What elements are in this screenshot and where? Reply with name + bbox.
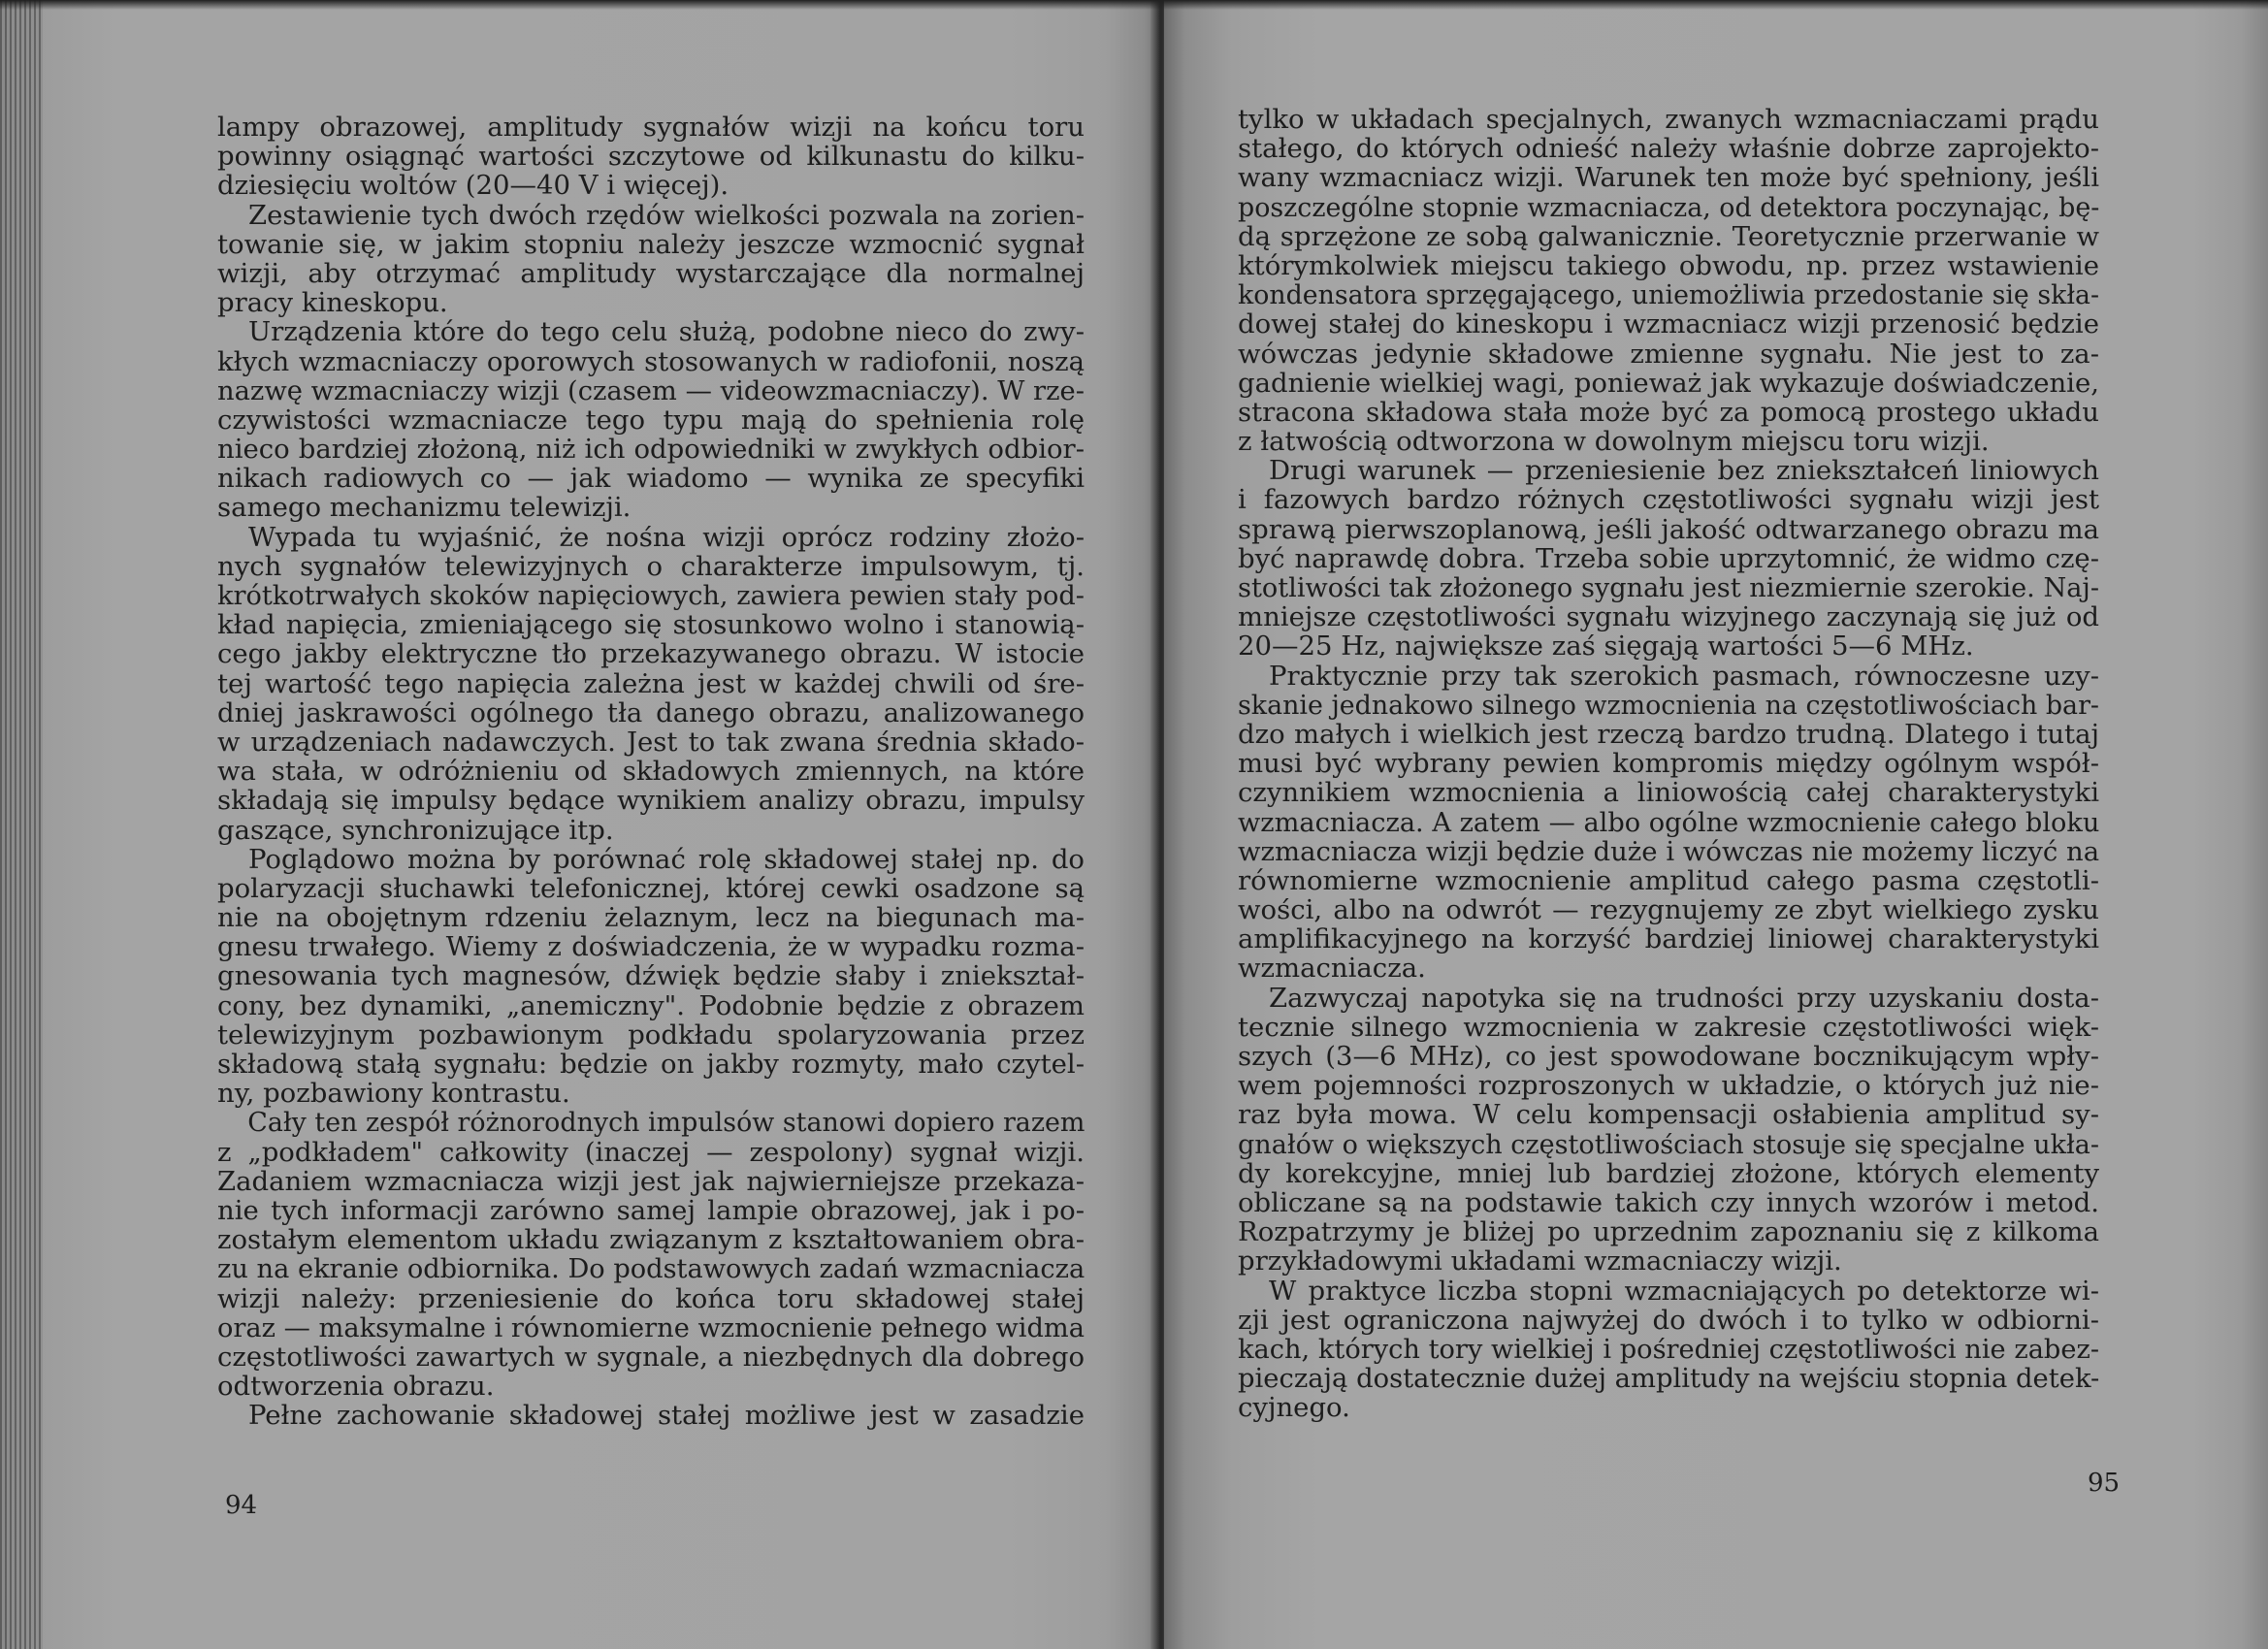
- text-line: sprawą pierwszoplanową, jeśli jakość odtwarzanego obrazu ma: [1238, 513, 2099, 545]
- text-line: odtworzenia obrazu.: [217, 1371, 495, 1403]
- right-page-number: 95: [2088, 1469, 2121, 1498]
- text-line: szych (3—6 MHz), co jest spowodowane bocznikującym wpły-: [1238, 1041, 2099, 1072]
- text-line: zu na ekranie odbiornika. Do podstawowych zadań wzmacniacza: [217, 1253, 1085, 1285]
- text-line: Cały ten zespół różnorodnych impulsów stanowi dopiero razem: [247, 1107, 1085, 1139]
- text-line: wzmacniacza. A zatem — albo ogólne wzmocnienie całego bloku: [1238, 806, 2100, 838]
- text-line: tej wartość tego napięcia zależna jest w każdej chwili od śre-: [217, 667, 1085, 699]
- text-line: równomierne wzmocnienie amplitud całego pasma częstotli-: [1238, 864, 2099, 896]
- text-line: wzmacniacza.: [1238, 953, 1426, 985]
- text-line: pieczają dostatecznie dużej amplitudy na wejściu stopnia detek-: [1238, 1363, 2100, 1395]
- text-line: poszczególne stopnie wzmacniacza, od detektora poczynając, bę-: [1238, 191, 2100, 223]
- text-line: zostałym elementom układu związanym z kształtowaniem obra-: [217, 1224, 1085, 1256]
- text-line: powinny osiągnąć wartości szczytowe od kilkunastu do kilku-: [217, 141, 1085, 173]
- text-line: gnałów o większych częstotliwościach stosuje się specjalne ukła-: [1238, 1128, 2100, 1160]
- text-line: Zadaniem wzmacniacza wizji jest jak najwierniejsze przekaza-: [217, 1165, 1085, 1197]
- text-line: i fazowych bardzo różnych częstotliwości sygnału wizji jest: [1238, 484, 2099, 516]
- text-line: kład napięcia, zmieniającego się stosunkowo wolno i stanowią-: [217, 609, 1085, 641]
- text-line: Urządzenia które do tego celu służą, podobne nieco do zwy-: [248, 316, 1085, 348]
- text-line: Zazwyczaj napotyka się na trudności przy uzyskaniu dosta-: [1269, 982, 2099, 1014]
- text-line: wości, albo na odwrót — rezygnujemy ze zbyt wielkiego zysku: [1238, 894, 2099, 926]
- text-line: gadnienie wielkiej wagi, ponieważ jak wykazuje doświadczenie,: [1238, 367, 2099, 399]
- text-line: tecznie silnego wzmocnienia w zakresie częstotliwości więk-: [1238, 1011, 2099, 1043]
- text-line: obliczane są na podstawie takich czy innych wzorów i metod.: [1238, 1186, 2099, 1218]
- text-line: z łatwością odtworzona w dowolnym miejscu toru wizji.: [1238, 426, 1990, 458]
- right-page: [1164, 0, 2268, 1649]
- text-line: nieco bardziej złożoną, niż ich odpowiedniki w zwykłych odbior-: [217, 434, 1085, 466]
- top-edge-shadow: [0, 0, 2268, 10]
- text-line: nazwę wzmacniaczy wizji (czasem — videowzmacniaczy). W rze-: [217, 374, 1085, 406]
- text-line: kondensatora sprzęgającego, uniemożliwia przedostanie się skła-: [1238, 279, 2100, 311]
- text-line: stracona składowa stała może być za pomocą prostego układu: [1238, 396, 2099, 428]
- text-line: częstotliwości zawartych w sygnale, a niezbędnych dla dobrego: [217, 1341, 1085, 1373]
- text-line: skanie jednakowo silnego wzmocnienia na częstotliwościach bar-: [1238, 689, 2100, 721]
- text-line: raz była mowa. W celu kompensacji osłabienia amplitud sy-: [1238, 1099, 2099, 1131]
- text-line: być naprawdę dobra. Trzeba sobie uprzytomnić, że widmo czę-: [1238, 542, 2099, 574]
- text-line: dniej jaskrawości ogólnego tła danego obrazu, analizowanego: [217, 696, 1085, 728]
- text-line: samego mechanizmu telewizji.: [217, 492, 632, 524]
- text-line: krótkotrwałych skoków napięciowych, zawiera pewien stały pod-: [217, 580, 1085, 611]
- text-line: dziesięciu woltów (20—40 V i więcej).: [217, 170, 729, 202]
- text-line: Drugi warunek — przeniesienie bez zniekształceń liniowych: [1269, 455, 2099, 487]
- text-line: gnesowania tych magnesów, dźwięk będzie słaby i zniekształ-: [217, 960, 1085, 992]
- text-line: w urządzeniach nadawczych. Jest to tak zwana średnia składo-: [217, 726, 1085, 758]
- text-line: ny, pozbawiony kontrastu.: [217, 1078, 570, 1110]
- text-line: wówczas jedynie składowe zmienne sygnału. Nie jest to za-: [1238, 338, 2099, 370]
- text-line: Zestawienie tych dwóch rzędów wielkości pozwala na zorien-: [248, 199, 1085, 231]
- text-line: telewizyjnym pozbawionym podkładu spolaryzowania przez: [217, 1018, 1085, 1051]
- text-line: tylko w układach specjalnych, zwanych wzmacniaczami prądu: [1238, 104, 2099, 135]
- text-line: nych sygnałów telewizyjnych o charakterze impulsowym, tj.: [217, 550, 1085, 582]
- text-line: Rozpatrzymy je bliżej po uprzednim zapoznaniu się z kilkoma: [1238, 1216, 2099, 1248]
- text-line: dowej stałej do kineskopu i wzmacniacz wizji przenosić będzie: [1238, 308, 2099, 340]
- text-line: cony, bez dynamiki, „anemiczny". Podobnie będzie z obrazem: [217, 989, 1085, 1021]
- text-line: przykładowymi układami wzmacniaczy wizji.: [1238, 1245, 1842, 1277]
- text-line: wem pojemności rozproszonych w układzie, o których już nie-: [1238, 1070, 2099, 1102]
- text-line: W praktyce liczba stopni wzmacniających po detektorze wi-: [1269, 1275, 2099, 1307]
- text-line: kłych wzmacniaczy oporowych stosowanych w radiofonii, noszą: [217, 345, 1085, 377]
- text-line: cego jakby elektryczne tło przekazywanego obrazu. W istocie: [217, 638, 1085, 670]
- text-line: wany wzmacniacz wizji. Warunek ten może być spełniony, jeśli: [1238, 162, 2099, 194]
- text-line: Praktycznie przy tak szerokich pasmach, równoczesne uzy-: [1269, 660, 2099, 692]
- text-line: którymkolwiek miejscu takiego obwodu, np. przez wstawienie: [1238, 249, 2099, 281]
- text-line: lampy obrazowej, amplitudy sygnałów wizji na końcu toru: [217, 112, 1085, 143]
- text-line: amplifikacyjnego na korzyść bardziej liniowej charakterystyki: [1238, 923, 2099, 955]
- text-line: z „podkładem" całkowity (inaczej — zespolony) sygnał wizji.: [217, 1136, 1085, 1168]
- text-line: cyjnego.: [1238, 1392, 1350, 1424]
- text-line: pracy kineskopu.: [217, 287, 448, 319]
- text-line: składową stałą sygnału: będzie on jakby rozmyty, mało czytel-: [217, 1049, 1085, 1080]
- text-line: mniejsze częstotliwości sygnału wizyjnego zaczynają się już od: [1238, 601, 2099, 633]
- text-line: wizji należy: przeniesienie do końca toru składowej stałej: [217, 1282, 1085, 1314]
- text-line: 20—25 Hz, największe zaś sięgają wartości 5—6 MHz.: [1238, 630, 1974, 663]
- text-line: Wypada tu wyjaśnić, że nośna wizji oprócz rodziny złożo-: [248, 521, 1085, 553]
- text-line: musi być wybrany pewien kompromis między ogólnym współ-: [1238, 748, 2099, 780]
- text-line: kach, których tory wielkiej i pośredniej częstotliwości nie zabez-: [1238, 1333, 2100, 1365]
- text-line: wzmacniacza wizji będzie duże i wówczas nie możemy liczyć na: [1238, 835, 2100, 867]
- text-line: oraz — maksymalne i równomierne wzmocnienie pełnego widma: [217, 1311, 1085, 1343]
- text-line: stałego, do których odnieść należy właśnie dobrze zaprojekto-: [1238, 133, 2099, 165]
- page-edge-stack: [0, 0, 43, 1649]
- text-line: wizji, aby otrzymać amplitudy wystarczające dla normalnej: [217, 257, 1085, 289]
- text-line: gaszące, synchronizujące itp.: [217, 814, 614, 846]
- text-line: składają się impulsy będące wynikiem analizy obrazu, impulsy: [217, 785, 1085, 817]
- text-line: zji jest ograniczona najwyżej do dwóch i to tylko w odbiorni-: [1238, 1304, 2099, 1336]
- text-line: gnesu trwałego. Wiemy z doświadczenia, że w wypadku rozma-: [217, 931, 1085, 963]
- text-line: towanie się, w jakim stopniu należy jeszcze wzmocnić sygnał: [217, 228, 1085, 260]
- text-line: czynnikiem wzmocnienia a liniowością całej charakterystyki: [1238, 777, 2099, 809]
- right-page-body-text: [1238, 105, 2099, 1422]
- text-line: nie na obojętnym rdzeniu żelaznym, lecz na biegunach ma-: [217, 902, 1085, 934]
- text-line: nie tych informacji zarówno samej lampie obrazowej, jak i po-: [217, 1194, 1085, 1226]
- text-line: stotliwości tak złożonego sygnału jest niezmiernie szerokie. Naj-: [1238, 572, 2100, 603]
- left-page-number: 94: [225, 1491, 258, 1520]
- text-line: wa stała, w odróżnieniu od składowych zmiennych, na które: [217, 756, 1085, 788]
- text-line: polaryzacji słuchawki telefonicznej, której cewki osadzone są: [217, 872, 1085, 904]
- text-line: Pełne zachowanie składowej stałej możliwe jest w zasadzie: [248, 1400, 1085, 1432]
- text-line: dy korekcyjne, mniej lub bardziej złożone, których elementy: [1238, 1157, 2099, 1189]
- text-line: dzo małych i wielkich jest rzeczą bardzo trudną. Dlatego i tutaj: [1238, 718, 2099, 750]
- text-line: dą sprzężone ze sobą galwanicznie. Teoretycznie przerwanie w: [1238, 220, 2099, 252]
- text-line: nikach radiowych co — jak wiadomo — wynika ze specyfiki: [217, 463, 1085, 495]
- left-page-body-text: [217, 113, 1085, 1430]
- text-line: czywistości wzmacniacze tego typu mają do spełnienia rolę: [217, 404, 1085, 436]
- text-line: Poglądowo można by porównać rolę składowej stałej np. do: [248, 843, 1085, 875]
